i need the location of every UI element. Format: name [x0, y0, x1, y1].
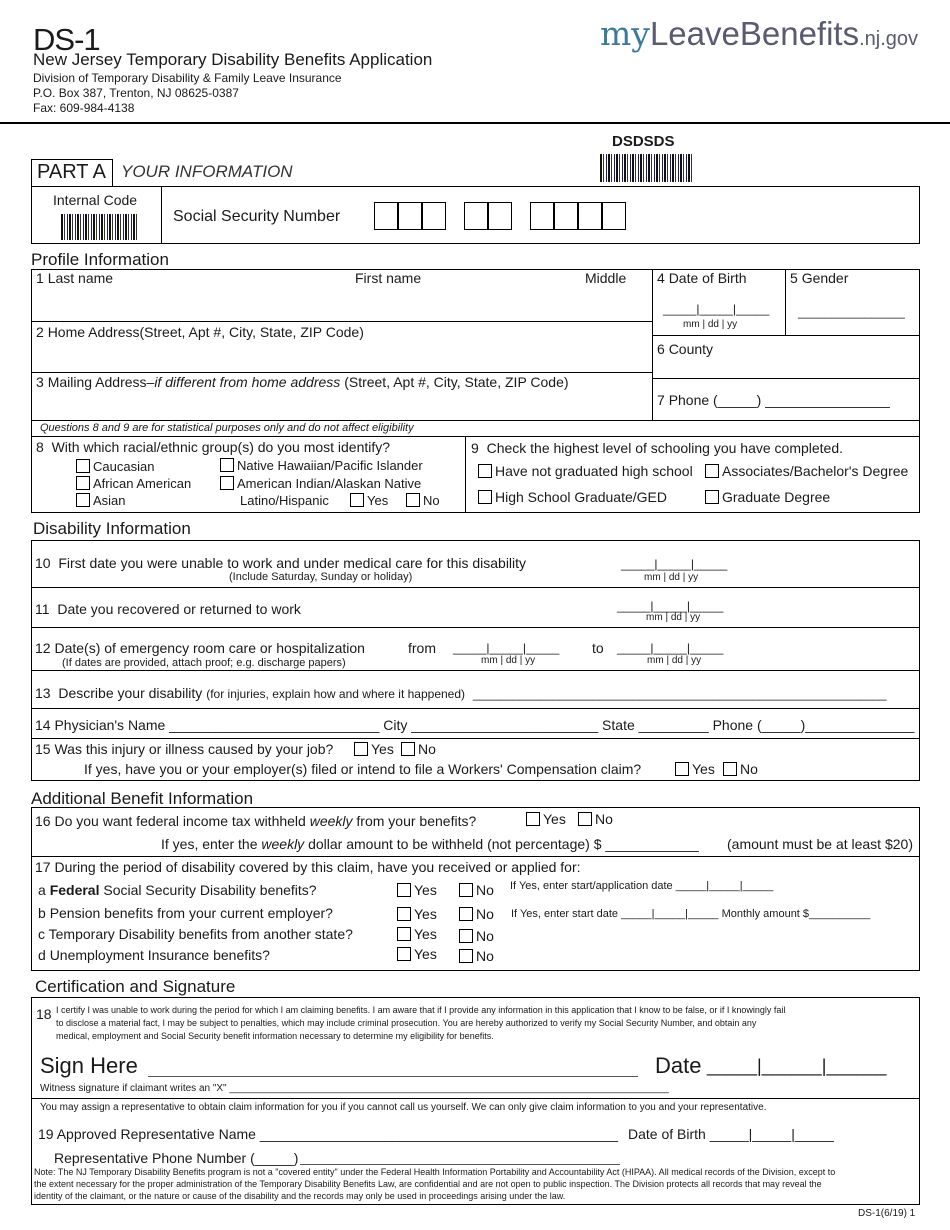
county-label: County [668, 341, 714, 357]
q-number: 5 [790, 270, 798, 286]
logo-leave: LeaveBenefits [649, 15, 860, 52]
option-label: American Indian/Alaskan Native [237, 476, 422, 491]
q15-no-option[interactable] [401, 741, 436, 757]
mailing-address: P.O. Box 387, Trenton, NJ 08625-0387 [33, 86, 239, 100]
q8-q9-divider [465, 437, 466, 513]
q10-first-date-unable[interactable] [35, 555, 526, 571]
dob-gender-divider [785, 270, 786, 335]
q17b-label [38, 905, 333, 921]
q14-text: Physician's Name ___________________________ City ________________________ State _________ Phone (_____)______________ [54, 717, 915, 733]
form-number: DS-1 [33, 22, 100, 57]
option-label: High School Graduate/GED [495, 489, 667, 505]
q8-caucasian-option[interactable] [76, 459, 154, 474]
form-title: New Jersey Temporary Disability Benefits Application [33, 50, 433, 69]
myleavebenefits-logo [600, 14, 918, 53]
mailing-label-b: if different from home address [154, 374, 341, 390]
q-number: 2 [36, 324, 44, 340]
q17b-yes-option[interactable] [397, 906, 437, 922]
q-number: 7 [657, 392, 665, 408]
option-label: No [476, 906, 494, 922]
q8-latino-question [240, 493, 329, 508]
ssn-digit-8[interactable] [578, 202, 602, 230]
middle-name-label: Middle [585, 270, 627, 286]
q12-note: (If dates are provided, attach proof; e.g. discharge papers) [62, 657, 346, 669]
q17b-no-option[interactable] [459, 906, 494, 922]
q17a-text: Social Security Disability benefits? [103, 882, 317, 898]
option-label: Yes [543, 811, 566, 827]
q8-label [36, 439, 390, 455]
q8-text: With which racial/ethnic group(s) do you most identify? [51, 439, 391, 455]
row-divider [653, 335, 919, 336]
q12-to-label: to [592, 640, 604, 656]
option-label: No [595, 811, 613, 827]
checkbox[interactable] [220, 476, 234, 490]
option-label: Yes [367, 493, 389, 508]
q-number: 1 [36, 270, 44, 286]
q9-associates-bachelors-option[interactable] [705, 463, 908, 479]
q8-latino-no[interactable] [406, 493, 440, 508]
ssn-divider [161, 187, 162, 243]
form-footer: DS-1(6/19) 1 [858, 1208, 916, 1219]
profile-col-divider [652, 270, 653, 420]
letter: a [38, 882, 46, 898]
representative-note: You may assign a representative to obtain claim information for you if you cannot call us yourself. We can only give claim information to you and your representative. [40, 1102, 767, 1113]
first-name-label: First name [355, 270, 422, 286]
q8-american-indian-option[interactable] [220, 476, 421, 491]
mailing-label-c: (Street, Apt #, City, State, ZIP Code) [344, 374, 569, 390]
row-divider [32, 856, 919, 857]
option-label: Caucasian [93, 459, 155, 474]
q17b-date-amount-field[interactable]: If Yes, enter start date _____|_____|_____ Monthly amount $__________ [511, 908, 871, 920]
last-name-label: Last name [47, 270, 114, 286]
q17a-no-option[interactable] [459, 882, 494, 898]
q-number: 15 [35, 741, 51, 757]
ssn-label: Social Security Number [173, 208, 341, 225]
row-divider [32, 372, 652, 373]
barcode-label: DSDSDS [612, 133, 675, 150]
q16-sub-b: dollar amount to be withheld (not percentage) $ ____________ [308, 836, 699, 852]
signature-date-label: Date [655, 1053, 702, 1078]
option-label: Associates/Bachelor's Degree [722, 463, 909, 479]
disability-section-title: Disability Information [33, 519, 191, 538]
option-label: No [740, 761, 758, 777]
q2-home-address-field[interactable] [36, 324, 364, 340]
q16-text-b: from your benefits? [356, 813, 477, 829]
checkbox[interactable] [220, 458, 234, 472]
q8-african-american-option[interactable] [76, 476, 191, 491]
certification-section-title: Certification and Signature [35, 977, 236, 996]
checkbox[interactable] [526, 812, 540, 826]
top-barcode [600, 154, 692, 182]
row-divider [32, 321, 652, 322]
option-label: Yes [371, 741, 394, 757]
q-number: 4 [657, 270, 665, 286]
q16-sub-weekly: weekly [261, 836, 305, 852]
q11-date-blank: _____|_____|_____ [617, 599, 724, 613]
option-label: Have not graduated high school [495, 463, 693, 479]
hipaa-note-line3: identity of the claimant, or the nature or cause of the disability and the records may only be used in proceedings arising under the law. [34, 1191, 566, 1201]
checkbox[interactable] [401, 742, 415, 756]
q16-text-a: Do you want federal income tax withheld [54, 813, 306, 829]
q15-comp-yes-option[interactable] [675, 761, 715, 777]
fax-number: Fax: 609-984-4138 [33, 101, 135, 115]
ssn-digit-7[interactable] [554, 202, 578, 230]
part-a-label: PART A [37, 161, 106, 183]
q16-weekly-amount[interactable] [161, 836, 699, 852]
q16-tax-withholding [35, 813, 476, 829]
letter: b [38, 905, 46, 921]
row-divider [32, 670, 919, 671]
q9-not-graduated-option[interactable] [478, 463, 693, 479]
q17c-yes-option[interactable] [397, 926, 437, 942]
letter: d [38, 947, 46, 963]
q-number: 9 [471, 440, 479, 456]
q18-certification-line1: I certify I was unable to work during the period for which I am claiming benefits. I am aware that if I provide any information in this application that I know to be false, or if I knowingly fail [56, 1005, 786, 1015]
row-divider [32, 708, 919, 709]
q-number: 11 [35, 601, 50, 617]
q5-gender-field[interactable] [790, 270, 848, 286]
q9-hs-graduate-option[interactable] [478, 489, 667, 505]
q12-from-format: mm | dd | yy [481, 655, 536, 666]
q10-date-format: mm | dd | yy [644, 572, 699, 583]
q18-number: 18 [36, 1006, 52, 1022]
option-label: Native Hawaiian/Pacific Islander [237, 458, 423, 473]
checkbox[interactable] [459, 907, 473, 921]
header-divider [0, 122, 950, 124]
row-divider [32, 1098, 919, 1099]
q3-mailing-address-field[interactable] [36, 374, 569, 390]
q15-job-related [35, 741, 333, 757]
signature-line[interactable] [148, 1076, 638, 1077]
q11-date-format: mm | dd | yy [646, 612, 701, 623]
q19-text: Approved Representative Name ______________________________________________ [56, 1126, 618, 1142]
q12-from-blank: _____|_____|_____ [453, 641, 560, 655]
option-label: No [476, 928, 494, 944]
checkbox[interactable] [723, 762, 737, 776]
option-label: Yes [414, 882, 437, 898]
q7-phone-field[interactable] [657, 392, 890, 408]
q17c-label [38, 926, 353, 942]
q17c-text: Temporary Disability benefits from another state? [48, 926, 353, 942]
gender-blank: ________________ [798, 305, 905, 319]
row-divider [32, 587, 919, 588]
q16-no-option[interactable] [578, 811, 613, 827]
option-label: Yes [414, 946, 437, 962]
q17-label [35, 859, 581, 875]
q17d-yes-option[interactable] [397, 946, 437, 962]
representative-phone[interactable]: Representative Phone Number (_____) [54, 1150, 299, 1166]
checkbox[interactable] [578, 812, 592, 826]
q9-graduate-degree-option[interactable] [705, 489, 830, 505]
option-label: No [476, 882, 494, 898]
checkbox[interactable] [76, 459, 90, 473]
statistical-note: Questions 8 and 9 are for statistical purposes only and do not affect eligibility [40, 422, 414, 434]
q8-native-hawaiian-option[interactable] [220, 458, 423, 473]
q17-text: During the period of disability covered by this claim, have you received or applied for: [54, 859, 581, 875]
q12-from-label: from [408, 640, 436, 656]
q10-date-blank: _____|_____|_____ [621, 557, 728, 571]
dob-label: Date of Birth [668, 270, 747, 286]
q15-yes-option[interactable] [354, 741, 394, 757]
q-number: 10 [35, 555, 51, 571]
q18-certification-line3: medical, employment and Social Security benefit information necessary to determine my eligibility for benefits. [56, 1031, 494, 1041]
q10-note: (Include Saturday, Sunday or holiday) [229, 571, 413, 583]
checkbox[interactable] [675, 762, 689, 776]
checkbox[interactable] [406, 493, 420, 507]
q10-text-a: First date you were unable to work [58, 555, 273, 571]
q-number: 16 [35, 813, 51, 829]
rep-phone-line [300, 1164, 620, 1165]
row-divider [32, 738, 919, 739]
part-a-title: YOUR INFORMATION [121, 162, 293, 181]
sign-here-label: Sign Here [40, 1053, 138, 1078]
option-label: Yes [414, 906, 437, 922]
division-name: Division of Temporary Disability & Family Leave Insurance [33, 71, 342, 85]
option-label: Asian [93, 493, 126, 508]
option-label: Latino/Hispanic [240, 493, 329, 508]
q12-text: Date(s) of emergency room care or hospitalization [54, 640, 365, 656]
option-label: Graduate Degree [722, 489, 831, 505]
q15-comp-no-option[interactable] [723, 761, 758, 777]
row-divider [653, 378, 919, 379]
checkbox[interactable] [459, 949, 473, 963]
checkbox[interactable] [397, 907, 411, 921]
checkbox[interactable] [397, 883, 411, 897]
row-divider [32, 627, 919, 628]
q4-dob-field[interactable] [657, 270, 747, 286]
q13-note: (for injuries, explain how and where it happened) [206, 687, 466, 701]
ssn-digit-1[interactable] [374, 202, 398, 230]
checkbox[interactable] [459, 929, 473, 943]
q13-blank: ______________________________________________________________ [472, 687, 887, 701]
q-number: 8 [36, 439, 44, 455]
q17a-date-field[interactable]: If Yes, enter start/application date _____|_____|_____ [510, 880, 774, 892]
q17a-yes-option[interactable] [397, 882, 437, 898]
ssn-digit-5[interactable] [488, 202, 512, 230]
hipaa-note-line2: the extent necessary for the proper administration of the Temporary Disability Benefits Law, are confidential and are not open to public inspection. The Division protects all records that may reveal the [34, 1179, 822, 1189]
q1-name-field[interactable] [36, 270, 113, 286]
mailing-label-a: Mailing Address– [47, 374, 155, 390]
phone-label: Phone (_____) ________________ [668, 392, 890, 408]
checkbox[interactable] [459, 883, 473, 897]
q12-to-format: mm | dd | yy [647, 655, 702, 666]
q16-minimum-note: (amount must be at least $20) [727, 836, 913, 852]
option-label: No [418, 741, 436, 757]
gender-label: Gender [801, 270, 849, 286]
ssn-digit-2[interactable] [398, 202, 422, 230]
checkbox[interactable] [478, 490, 492, 504]
additional-section-title: Additional Benefit Information [31, 789, 254, 808]
ssn-digit-4[interactable] [464, 202, 488, 230]
checkbox[interactable] [76, 493, 90, 507]
q6-county-field[interactable] [657, 341, 713, 357]
ssn-digit-9[interactable] [602, 202, 626, 230]
dob-blank: _____|_____|_____ [663, 302, 770, 316]
checkbox[interactable] [76, 476, 90, 490]
q-number: 14 [35, 717, 51, 733]
logo-domain: .nj.gov [859, 28, 919, 50]
row-divider [32, 420, 919, 421]
ssn-digit-3[interactable] [422, 202, 446, 230]
option-label: Yes [692, 761, 715, 777]
q-number: 12 [35, 640, 51, 656]
option-label: Yes [414, 926, 437, 942]
q-number: 17 [35, 859, 51, 875]
internal-code-barcode [61, 214, 139, 240]
q17b-text: Pension benefits from your current employer? [49, 905, 333, 921]
q11-text: Date you recovered or returned to work [57, 601, 301, 617]
q15-workers-comp-question: If yes, have you or your employer(s) filed or intend to file a Workers' Compensation claim? [84, 761, 642, 777]
signature-date-blank[interactable]: _____|______|______ [707, 1056, 887, 1076]
q18-certification-line2: to disclose a material fact, I may be subject to penalties, which may include criminal prosecution. You are hereby authorized to verify my Social Security Number, and obtain any [56, 1018, 757, 1028]
q16-sub-a: If yes, enter the [161, 836, 258, 852]
letter: c [38, 926, 45, 942]
q15-text: Was this injury or illness caused by your job? [54, 741, 334, 757]
q17d-no-option[interactable] [459, 948, 494, 964]
q8-asian-option[interactable] [76, 493, 126, 508]
q-number: 6 [657, 341, 665, 357]
q11-date-recovered[interactable] [35, 601, 301, 617]
option-label: No [476, 948, 494, 964]
q17d-label [38, 947, 270, 963]
q17a-label [38, 882, 317, 898]
q-number: 3 [36, 374, 44, 390]
q-number: 13 [35, 685, 51, 701]
q13-describe-disability[interactable] [35, 685, 887, 701]
option-label: African American [93, 476, 192, 491]
ssn-digit-6[interactable] [530, 202, 554, 230]
checkbox[interactable] [478, 464, 492, 478]
checkbox[interactable] [350, 493, 364, 507]
q16-yes-option[interactable] [526, 811, 566, 827]
witness-signature-field[interactable]: Witness signature if claimant writes an "X" _______________________________________________________________________________ [40, 1083, 669, 1094]
checkbox[interactable] [397, 927, 411, 941]
q-number: 19 [38, 1126, 54, 1142]
q9-text: Check the highest level of schooling you have completed. [486, 440, 844, 456]
q19-representative-dob[interactable]: Date of Birth _____|_____|_____ [628, 1126, 834, 1142]
profile-section-title: Profile Information [31, 250, 169, 269]
q17a-bold: Federal [49, 882, 100, 898]
internal-code-label: Internal Code [53, 192, 138, 208]
q12-to-blank: _____|_____|_____ [617, 641, 724, 655]
checkbox[interactable] [354, 742, 368, 756]
q17d-text: Unemployment Insurance benefits? [49, 947, 270, 963]
q16-weekly: weekly [309, 813, 353, 829]
option-label: No [423, 493, 440, 508]
logo-my: my [600, 14, 650, 53]
q17c-no-option[interactable] [459, 928, 494, 944]
q10-text-b: and under medical care for this disability [276, 555, 527, 571]
q13-text: Describe your disability [58, 685, 203, 701]
q9-label [471, 440, 843, 456]
q14-physician-info[interactable] [35, 717, 914, 733]
q19-representative-name[interactable] [38, 1126, 618, 1142]
q12-hospitalization[interactable] [35, 640, 365, 656]
checkbox[interactable] [397, 947, 411, 961]
home-address-label: Home Address(Street, Apt #, City, State, ZIP Code) [47, 324, 364, 340]
row-divider [32, 436, 919, 437]
checkbox[interactable] [705, 490, 719, 504]
q8-latino-yes[interactable] [350, 493, 388, 508]
checkbox[interactable] [705, 464, 719, 478]
hipaa-note-line1: Note: The NJ Temporary Disability Benefits program is not a "covered entity" under the Federal Health Information Portability and Accountability Act (HIPAA). All medical records of the Division, except to [34, 1167, 836, 1177]
dob-format: mm | dd | yy [683, 319, 738, 330]
